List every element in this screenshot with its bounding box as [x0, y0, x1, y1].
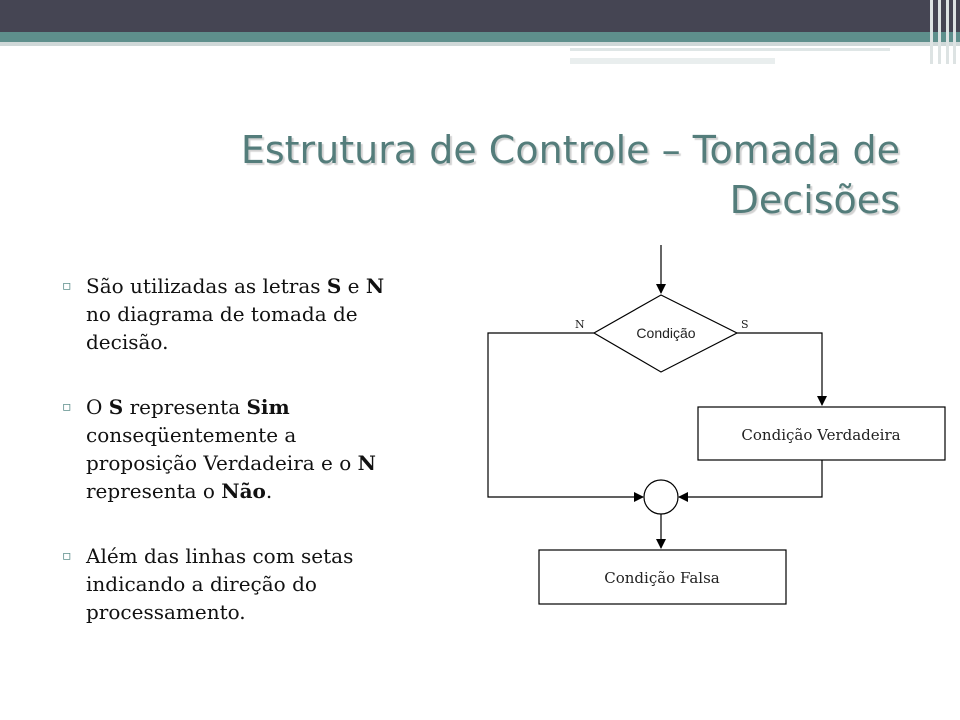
- decision-label: Condição: [636, 325, 696, 341]
- bullet-marker-icon: ▫: [62, 548, 72, 564]
- bullet-bold: Sim: [246, 395, 290, 419]
- bullet-text: no diagrama de tomada de decisão.: [86, 302, 358, 354]
- no-branch-arrow: [488, 333, 643, 497]
- bullet-bold: N: [357, 451, 376, 475]
- bullet-bold: Não: [221, 479, 266, 503]
- bullet-marker-icon: ▫: [62, 278, 72, 294]
- bullet-text: representa: [123, 395, 247, 419]
- bullet-bold: S: [326, 274, 342, 298]
- bullet-text: e: [341, 274, 366, 298]
- bullet-bold: S: [108, 395, 124, 419]
- bullet-text: .: [265, 479, 273, 503]
- false-box-label: Condição Falsa: [604, 569, 720, 587]
- bullet-bold: N: [365, 274, 385, 298]
- bullet-text: São utilizadas as letras: [86, 274, 327, 298]
- true-box-label: Condição Verdadeira: [741, 426, 901, 444]
- slide-title: Estrutura de Controle – Tomada de Decisões: [240, 128, 900, 222]
- bullet-text: representa o: [86, 479, 222, 503]
- merge-connector: [644, 480, 678, 514]
- bullet-text: Além das linhas com setas indicando a direção do processamento.: [86, 544, 354, 624]
- bullet-marker-icon: ▫: [62, 399, 72, 415]
- bullet-text: conseqüentemente a proposição Verdadeira e o: [86, 423, 358, 475]
- bullet-text: O: [86, 395, 109, 419]
- yes-branch-arrow: [737, 333, 822, 405]
- yes-label: S: [741, 318, 749, 331]
- no-label: N: [575, 318, 585, 331]
- true-merge-arrow: [679, 460, 822, 497]
